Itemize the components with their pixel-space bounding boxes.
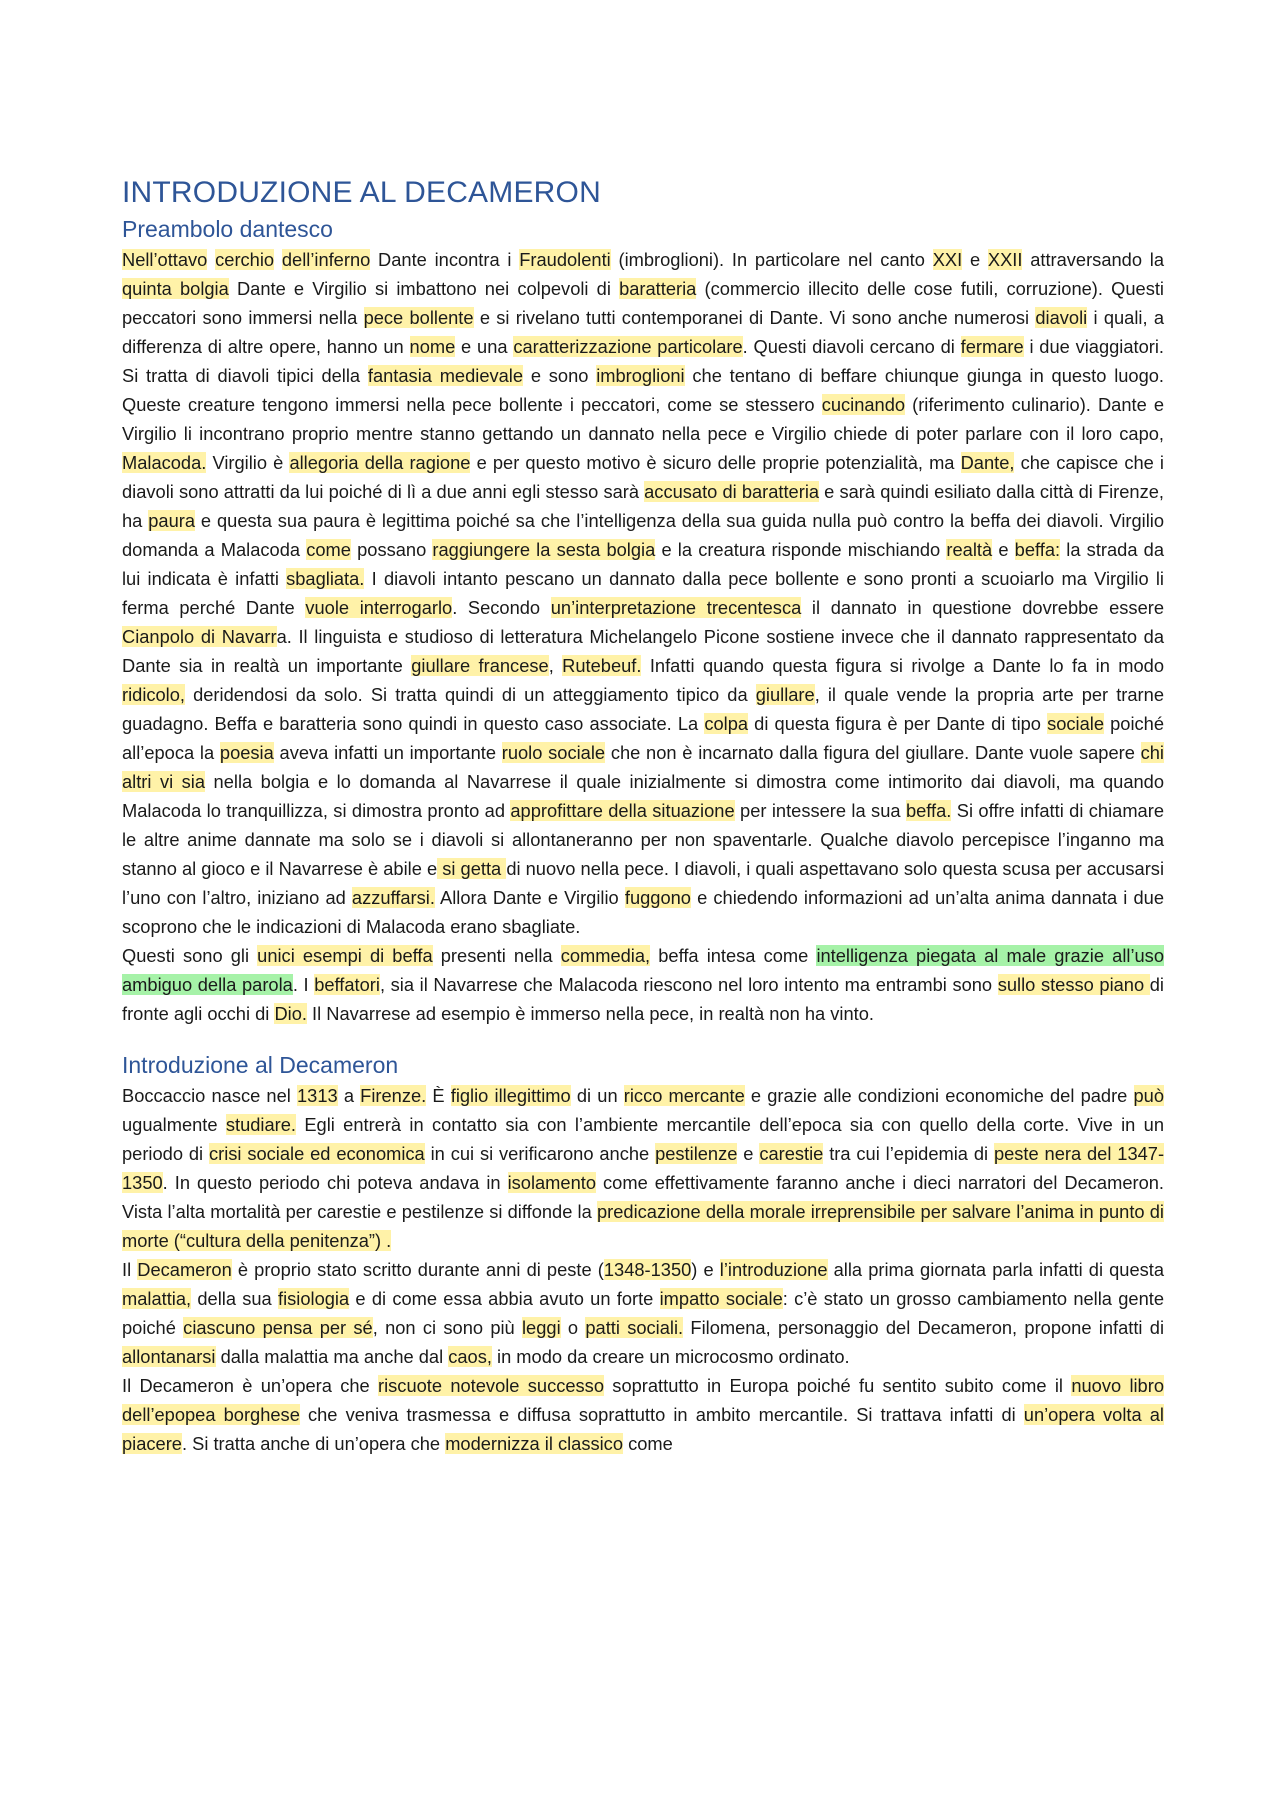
yellow-highlight: Firenze. <box>360 1085 427 1106</box>
yellow-highlight: Fraudolenti <box>519 249 611 270</box>
yellow-highlight: Malacoda. <box>122 452 207 473</box>
yellow-highlight: Decameron <box>137 1259 232 1280</box>
paragraph: Il Decameron è un’opera che riscuote notevole successo soprattutto in Europa poiché fu sentito subito come il nuovo libro dell’epopea borghese che veniva trasmessa e diffusa soprattutto in ambito mercantile. Si trattava infatti di un’opera volta al piacere. Si tratta anche di un’opera che modernizza il classico come <box>122 1375 1164 1454</box>
yellow-highlight: impatto sociale <box>659 1288 783 1309</box>
yellow-highlight: come <box>306 539 351 560</box>
yellow-highlight: commedia, <box>560 945 651 966</box>
paragraph: Questi sono gli unici esempi di beffa presenti nella commedia, beffa intesa come intelligenza piegata al male grazie all’uso ambiguo della parola. I beffatori, sia il Navarrese che Malacoda riescono nel loro intento ma entrambi sono sullo stesso piano di fronte agli occhi di Dio. Il Navarrese ad esempio è immerso nella pece, in realtà non ha vinto. <box>122 945 1164 1024</box>
yellow-highlight: accusato di baratteria <box>644 481 820 502</box>
yellow-highlight: poesia <box>219 742 274 763</box>
paragraph: Il Decameron è proprio stato scritto durante anni di peste (1348-1350) e l’introduzione alla prima giornata parla infatti di questa malattia, della sua fisiologia e di come essa abbia avuto un forte impatto sociale: c’è stato un grosso cambiamento nella gente poiché ciascuno pensa per sé, non ci sono più leggi o patti sociali. Filomena, personaggio del Decameron, propone infatti di allontanarsi dalla malattia ma anche dal caos, in modo da creare un microcosmo ordinato. <box>122 1259 1165 1367</box>
yellow-highlight: fisiologia <box>278 1288 350 1309</box>
yellow-highlight: figlio illegittimo <box>450 1085 571 1106</box>
yellow-highlight: beffa. <box>905 800 952 821</box>
yellow-highlight: cerchio <box>215 249 275 270</box>
yellow-highlight: quinta bolgia <box>122 278 229 299</box>
yellow-highlight: XXII <box>987 249 1023 270</box>
yellow-highlight: studiare. <box>225 1114 296 1135</box>
yellow-highlight: cucinando <box>821 394 906 415</box>
yellow-highlight: allontanarsi <box>122 1346 216 1367</box>
yellow-highlight: ridicolo, <box>122 684 185 705</box>
yellow-highlight: predicazione della morale irreprensibile per salvare l’anima in punto di morte (“cultura della penitenza”) . <box>122 1201 1164 1251</box>
yellow-highlight: realtà <box>946 539 993 560</box>
yellow-highlight: 1348-1350 <box>603 1259 692 1280</box>
section-heading: Preambolo dantesco <box>122 216 333 242</box>
yellow-highlight: unici esempi di beffa <box>257 945 433 966</box>
yellow-highlight: 1313 <box>297 1085 338 1106</box>
yellow-highlight: beffatori <box>314 974 380 995</box>
yellow-highlight: crisi sociale ed economica <box>208 1143 425 1164</box>
document-page <box>122 176 1164 1458</box>
yellow-highlight: riscuote notevole successo <box>378 1375 604 1396</box>
yellow-highlight: sbagliata. <box>286 568 365 589</box>
yellow-highlight: colpa <box>704 713 749 734</box>
yellow-highlight: può <box>1133 1085 1165 1106</box>
yellow-highlight: Cianpolo di Navarr <box>122 626 277 647</box>
yellow-highlight: dell’inferno <box>281 249 371 270</box>
yellow-highlight: chi altri vi sia <box>122 742 1164 792</box>
document-title: INTRODUZIONE AL DECAMERON <box>122 176 601 209</box>
yellow-highlight: approfittare della situazione <box>510 800 735 821</box>
yellow-highlight: giullare <box>755 684 815 705</box>
yellow-highlight: sociale <box>1047 713 1104 734</box>
yellow-highlight: pece bollente <box>363 307 474 328</box>
yellow-highlight: isolamento <box>507 1172 596 1193</box>
yellow-highlight: diavoli <box>1035 307 1088 328</box>
section-heading: Introduzione al Decameron <box>122 1052 399 1078</box>
yellow-highlight: un’interpretazione trecentesca <box>550 597 802 618</box>
yellow-highlight: carestie <box>759 1143 824 1164</box>
yellow-highlight: allegoria della ragione <box>289 452 471 473</box>
yellow-highlight: caratterizzazione particolare <box>513 336 743 357</box>
yellow-highlight: nome <box>409 336 456 357</box>
paragraph: Boccaccio nasce nel 1313 a Firenze. È figlio illegittimo di un ricco mercante e grazie alle condizioni economiche del padre può ugualmente studiare. Egli entrerà in contatto sia con l’ambiente mercantile dell’epoca sia con quello della corte. Vive in un periodo di crisi sociale ed economica in cui si verificarono anche pestilenze e carestie tra cui l’epidemia di peste nera del 1347-1350. In questo periodo chi poteva andava in isolamento come effettivamente faranno anche i dieci narratori del Decameron. Vista l’alta mortalità per carestie e pestilenze si diffonde la predicazione della morale irreprensibile per salvare l’anima in punto di morte (“cultura della penitenza”) . <box>122 1085 1165 1251</box>
yellow-highlight: vuole interrogarlo <box>305 597 453 618</box>
yellow-highlight: fantasia medievale <box>367 365 524 386</box>
yellow-highlight: leggi <box>522 1317 561 1338</box>
yellow-highlight: azzuffarsi. <box>351 887 435 908</box>
yellow-highlight: l’introduzione <box>719 1259 828 1280</box>
green-highlight: intelligenza piegata al male grazie all’uso ambiguo della parola <box>122 945 1164 995</box>
yellow-highlight: Nell’ottavo <box>122 249 208 270</box>
yellow-highlight: si getta <box>437 858 507 879</box>
yellow-highlight: patti sociali. <box>585 1317 684 1338</box>
yellow-highlight: modernizza il classico <box>445 1433 623 1454</box>
yellow-highlight: baratteria <box>619 278 697 299</box>
yellow-highlight: fermare <box>960 336 1024 357</box>
yellow-highlight: raggiungere la sesta bolgia <box>432 539 656 560</box>
yellow-highlight: peste nera del 1347-1350 <box>122 1143 1165 1193</box>
yellow-highlight: nuovo libro dell’epopea borghese <box>122 1375 1164 1425</box>
paragraph: Nell’ottavo cerchio dell’inferno Dante incontra i Fraudolenti (imbroglioni). In particolare nel canto XXI e XXII attraversando la quinta bolgia Dante e Virgilio si imbattono nei colpevoli di baratteria (commercio illecito delle cose futili, corruzione). Questi peccatori sono immersi nella pece bollente e si rivelano tutti contemporanei di Dante. Vi sono anche numerosi diavoli i quali, a differenza di altre opere, hanno un nome e una caratterizzazione particolare. Questi diavoli cercano di fermare i due viaggiatori. Si tratta di diavoli tipici della fantasia medievale e sono imbroglioni che tentano di beffare chiunque giunga in questo luogo. Queste creature tengono immersi nella pece bollente i peccatori, come se stessero cucinando (riferimento culinario). Dante e Virgilio li incontrano proprio mentre stanno gettando un dannato nella pece e Virgilio chiede di poter parlare con il loro capo, Malacoda. Virgilio è allegoria della ragione e per questo motivo è sicuro delle proprie potenzialità, ma Dante, che capisce che i diavoli sono attratti da lui poiché di lì a due anni egli stesso sarà accusato di baratteria e sarà quindi esiliato dalla città di Firenze, ha paura e questa sua paura è legittima poiché sa che l’intelligenza della sua guida nulla può contro la beffa dei diavoli. Virgilio domanda a Malacoda come possano raggiungere la sesta bolgia e la creatura risponde mischiando realtà e beffa: la strada da lui indicata è infatti sbagliata. I diavoli intanto pescano un dannato dalla pece bollente e sono pronti a scuoiarlo ma Virgilio li ferma perché Dante vuole interrogarlo. Secondo un’interpretazione trecentesca il dannato in questione dovrebbe essere Cianpolo di Navarra. Il linguista e studioso di letteratura Michelangelo Picone sostiene invece che il dannato rappresentato da Dante sia in realtà un importante giullare francese, Rutebeuf. Infatti quando questa figura si rivolge a Dante lo fa in modo ridicolo, deridendosi da solo. Si tratta quindi di un atteggiamento tipico da giullare, il quale vende la propria arte per trarne guadagno. Beffa e baratteria sono quindi in questo caso associate. La colpa di questa figura è per Dante di tipo sociale poiché all’epoca la poesia aveva infatti un importante ruolo sociale che non è incarnato dalla figura del giullare. Dante vuole sapere chi altri vi sia nella bolgia e lo domanda al Navarrese il quale inizialmente si dimostra come intimorito dai diavoli, ma quando Malacoda lo tranquillizza, si dimostra pronto ad approfittare della situazione per intessere la sua beffa. Si offre infatti di chiamare le altre anime dannate ma solo se i diavoli si allontaneranno per non spaventarle. Qualche diavolo percepisce l’inganno ma stanno al gioco e il Navarrese è abile e si getta di nuovo nella pece. I diavoli, i quali aspettavano solo questa scusa per accusarsi l’uno con l’altro, iniziano ad azzuffarsi. Allora Dante e Virgilio fuggono e chiedendo informazioni ad un’alta anima dannata i due scoprono che le indicazioni di Malacoda erano sbagliate. <box>122 249 1165 937</box>
yellow-highlight: ricco mercante <box>623 1085 745 1106</box>
yellow-highlight: Dio. <box>274 1003 307 1024</box>
yellow-highlight: XXI <box>932 249 963 270</box>
yellow-highlight: caos, <box>448 1346 492 1367</box>
yellow-highlight: Rutebeuf. <box>562 655 642 676</box>
yellow-highlight: giullare francese <box>411 655 549 676</box>
yellow-highlight: un’opera volta al piacere <box>122 1404 1164 1454</box>
yellow-highlight: malattia, <box>122 1288 192 1309</box>
yellow-highlight: paura <box>148 510 196 531</box>
yellow-highlight: Dante, <box>960 452 1015 473</box>
document-body <box>122 216 1164 1458</box>
yellow-highlight: fuggono <box>624 887 691 908</box>
yellow-highlight: sullo stesso piano <box>997 974 1150 995</box>
yellow-highlight: imbroglioni <box>596 365 685 386</box>
yellow-highlight: ciascuno pensa per sé <box>183 1317 373 1338</box>
yellow-highlight: ruolo sociale <box>501 742 606 763</box>
yellow-highlight: beffa: <box>1014 539 1061 560</box>
yellow-highlight: pestilenze <box>655 1143 738 1164</box>
